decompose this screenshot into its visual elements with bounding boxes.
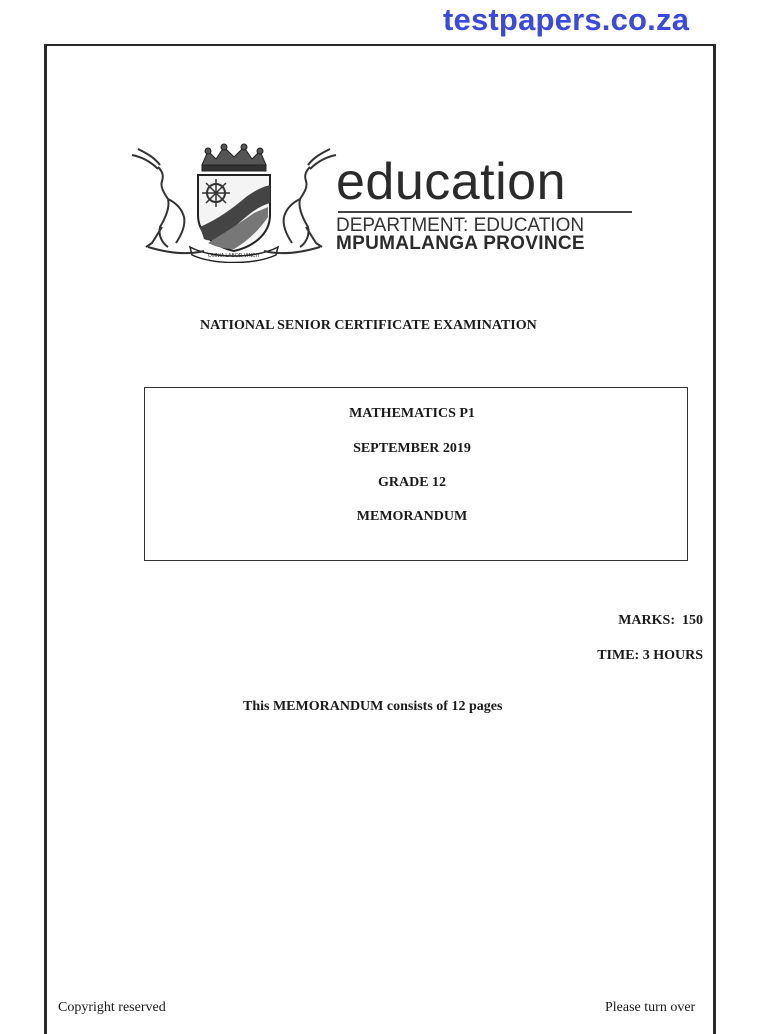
document-type-line: MEMORANDUM [356,509,468,524]
logo-province-text: MPUMALANGA PROVINCE [336,233,585,254]
logo-divider [338,211,632,213]
grade-line: GRADE 12 [377,475,447,490]
watermark-link[interactable]: testpapers.co.za [443,2,690,37]
svg-text:OMNIA LABOR VINCIT: OMNIA LABOR VINCIT [207,253,261,259]
logo-department-text: DEPARTMENT: EDUCATION [336,215,585,236]
exam-title: NATIONAL SENIOR CERTIFICATE EXAMINATION [200,318,537,333]
footer-turn-over: Please turn over [605,1000,696,1015]
pages-note: This MEMORANDUM consists of 12 pages [243,699,503,714]
footer-copyright: Copyright reserved [58,1000,166,1015]
coat-of-arms-icon [128,143,340,263]
subject-line: MATHEMATICS P1 [349,406,475,421]
subject-box [144,387,688,561]
session-line: SEPTEMBER 2019 [353,441,471,456]
marks-label: MARKS: 150 [618,613,703,628]
time-label: TIME: 3 HOURS [597,648,703,663]
logo-education-text: education [336,153,567,211]
